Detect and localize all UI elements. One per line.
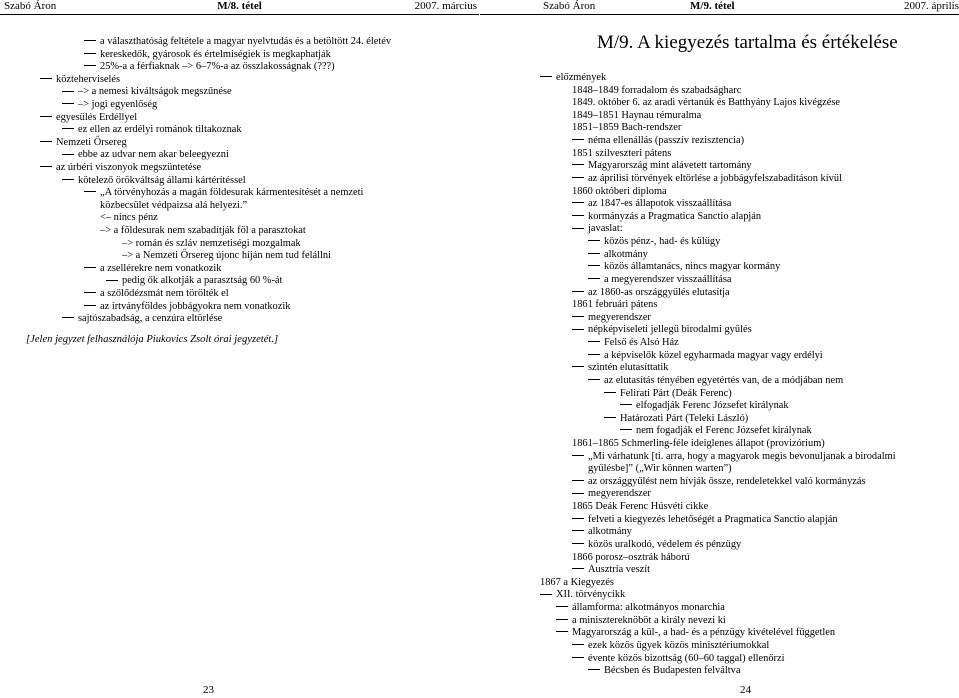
outline-line (572, 539, 741, 551)
dash-marker (572, 228, 584, 229)
outline-text: sajtószabadság, a cenzúra eltörlése (78, 313, 223, 325)
outline-text: gyűlésbe]” („Wir können warten”) (588, 463, 732, 475)
outline-text: évente közös bizottság (60–60 taggal) ellenőrzi (588, 652, 785, 664)
dash-marker (572, 316, 584, 317)
outline-text: alkotmány (604, 248, 648, 260)
outline-text: –> jogi egyenlőség (78, 99, 158, 110)
outline-text: a választhatóság feltétele a magyar nyelvtudás és a betöltött 24. életév (100, 36, 392, 47)
outline-text: 1849. október 6. az aradi vértanúk és Batthyány Lajos kivégzése (572, 97, 841, 109)
outline-line (572, 514, 838, 526)
outline-line (572, 564, 650, 576)
dash-marker (84, 65, 96, 66)
outline-line (62, 86, 232, 98)
dash-marker (540, 594, 552, 595)
dash-marker (106, 280, 118, 281)
outline-text: 1861–1865 Schmerling-féle ideiglenes állapot (provizórium) (572, 437, 825, 449)
outline-text: ez ellen az erdélyi románok tiltakoznak (78, 124, 242, 136)
outline-line (122, 250, 331, 262)
dash-marker (84, 267, 96, 268)
outline-line (100, 212, 158, 224)
outline-line (40, 112, 137, 124)
outline-line (572, 476, 866, 488)
dash-marker (62, 103, 74, 104)
outline-line (572, 186, 667, 198)
outline-text: alkotmány (588, 526, 632, 538)
outline-text: 1865 Deák Ferenc Húsvéti cikke (572, 501, 709, 513)
outline-text: az elutasítás tényében egyetértés van, de a módjában nem (604, 374, 844, 386)
outline-line (620, 400, 789, 412)
outline-line (572, 97, 840, 109)
outline-text: Bécsben és Budapesten felváltva (604, 665, 741, 677)
outline-text: Magyarország mint alávetett tartomány (588, 160, 752, 172)
dash-marker (40, 141, 52, 142)
outline-text: –> a Nemzeti Őrsereg újonc híján nem tud felállni (122, 250, 331, 262)
dash-marker (62, 179, 74, 180)
outline-line (572, 640, 769, 652)
dash-marker (40, 166, 52, 167)
dash-marker (588, 265, 600, 266)
dash-marker (40, 78, 52, 79)
outline-text: –> román és szláv nemzetiségi mozgalmak (122, 237, 301, 249)
outline-text: Határozati Párt (Teleki László) (620, 412, 749, 424)
outline-line (588, 236, 720, 248)
outline-line (620, 425, 812, 437)
dash-marker (540, 76, 552, 77)
dash-marker (84, 292, 96, 293)
outline-text: a szőlődézsmát nem törölték el (100, 288, 229, 299)
dash-marker (572, 177, 584, 178)
outline-line (100, 225, 306, 237)
dash-marker (572, 657, 584, 658)
outline-text: 1849–1851 Haynau rémuralma (572, 109, 702, 121)
outline-text: Felső és Alsó Ház (604, 337, 679, 349)
page-header (480, 0, 959, 15)
outline-line (572, 198, 731, 210)
outline-text: 1851–1859 Bach-rendszer (572, 122, 682, 134)
outline-line (588, 274, 732, 286)
dash-marker (572, 568, 584, 569)
outline-line (62, 149, 229, 161)
outline-line (40, 162, 201, 174)
dash-marker (62, 128, 74, 129)
outline-line (588, 261, 780, 273)
outline-line (588, 375, 843, 387)
outline-line (572, 85, 741, 97)
outline-text: 1867 a Kiegyezés (540, 576, 614, 588)
page-title: M/9. A kiegyezés tartalma és értékelése (597, 32, 898, 53)
outline-line (556, 627, 835, 639)
outline-line (588, 665, 740, 677)
dash-marker (572, 291, 584, 292)
dash-marker (84, 53, 96, 54)
outline-text: Felirati Párt (Deák Ferenc) (620, 387, 732, 399)
outline-text: kormányzás a Pragmatica Sanctio alapján (588, 210, 762, 222)
outline-text: államforma: alkotmányos monarchia (572, 602, 725, 614)
outline-line (122, 238, 301, 250)
outline-text: az áprilisi törvények eltörlése a jobbágyfelszabadításon kívül (588, 172, 842, 184)
outline-text: az úrbéri viszonyok megszüntetése (56, 162, 202, 173)
outline-text: nem fogadják el Ferenc Józsefet királynak (636, 425, 812, 437)
outline-text: néma ellenállás (passzív rezisztencia) (588, 135, 745, 147)
outline-line (62, 99, 157, 111)
header-author: Szabó Áron (543, 0, 596, 12)
header-date: 2007. március (414, 0, 477, 12)
outline-line (588, 350, 823, 362)
dash-marker (572, 366, 584, 367)
dash-marker (588, 240, 600, 241)
outline-text: 1851 szilveszteri pátens (572, 147, 672, 159)
outline-text: –> a nemesi kiváltságok megszűnése (78, 86, 232, 98)
header-date: 2007. április (904, 0, 959, 12)
outline-text: az 1847-es állapotok visszaállítása (588, 198, 732, 210)
dash-marker (84, 40, 96, 41)
outline-line (84, 187, 363, 199)
outline-line (572, 148, 671, 160)
outline-line (572, 501, 708, 513)
outline-text: az 1860-as országgyűlés elutasítja (588, 286, 730, 298)
outline-line (588, 463, 732, 475)
outline-text: ezek közös ügyek közös minisztériumokkal (588, 639, 770, 651)
dash-marker (572, 480, 584, 481)
outline-line (106, 275, 282, 287)
outline-text: elfogadják Ferenc Józsefet királynak (636, 400, 789, 412)
outline-text: „Mi várhatunk [ti. arra, hogy a magyarok megis bevonuljanak a birodalmi (588, 450, 896, 462)
outline-text: pedig ők alkotják a parasztság 60 %-át (122, 275, 283, 287)
dash-marker (588, 379, 600, 380)
outline-text: 1860 októberi diploma (572, 185, 667, 197)
header-author: Szabó Áron (4, 0, 57, 12)
dash-marker (62, 154, 74, 155)
outline-line (84, 49, 331, 61)
outline-line (84, 288, 229, 300)
outline-line (572, 488, 651, 500)
outline-line (556, 615, 726, 627)
outline-text: közteherviselés (56, 73, 121, 85)
outline-text: felveti a kiegyezés lehetőségét a Pragmatica Sanctio alapján (588, 513, 838, 525)
outline-text: az irtványföldes jobbágyokra nem vonatkozik (100, 300, 291, 312)
outline-text: ebbe az udvar nem akar beleegyezni (78, 149, 229, 161)
dash-marker (572, 644, 584, 645)
dash-marker (572, 518, 584, 519)
outline-text: a képviselők közel egyharmada magyar vagy erdélyi (604, 349, 823, 361)
outline-line (62, 175, 246, 187)
outline-line (40, 137, 127, 149)
dash-marker (588, 669, 600, 670)
outline-line (572, 526, 632, 538)
outline-line (588, 249, 648, 261)
dash-marker (62, 91, 74, 92)
dash-marker (572, 543, 584, 544)
outline-line (62, 124, 242, 136)
dash-marker (572, 530, 584, 531)
outline-text: egyesülés Erdéllyel (56, 111, 138, 123)
page-number: 24 (740, 684, 751, 696)
outline-text: Ausztria veszít (588, 564, 651, 576)
dash-marker (572, 493, 584, 494)
outline-text: megyerendszer (588, 311, 651, 323)
outline-text: 1866 porosz–osztrák háború (572, 551, 690, 563)
outline-line (572, 122, 681, 134)
note-text: [Jelen jegyzet felhasználója Piukovics Zsolt órai jegyzetét.] (26, 334, 279, 345)
outline-text: XII. törvénycikk (556, 589, 626, 601)
outline-line (572, 223, 623, 235)
dash-marker (62, 317, 74, 318)
dash-marker (620, 404, 632, 405)
outline-text: a minisztereknöböt a király nevezi ki (572, 614, 726, 626)
left-page (0, 0, 479, 698)
dash-marker (604, 392, 616, 393)
dash-marker (84, 191, 96, 192)
dash-marker (556, 606, 568, 607)
outline-line (572, 110, 701, 122)
outline-text: kötelező örökváltság állami kártérítéssel (78, 174, 246, 186)
dash-marker (572, 139, 584, 140)
outline-line (572, 324, 752, 336)
outline-text: Nemzeti Őrsereg (56, 136, 127, 148)
outline-line (572, 653, 785, 665)
outline-text: szintén elutasíttatik (588, 362, 669, 374)
outline-text: <– nincs pénz (100, 212, 158, 224)
outline-line (604, 388, 732, 400)
outline-line (604, 413, 748, 425)
outline-text: kereskedők, gyárosok és értelmiségiek is megkaphatják (100, 48, 331, 60)
outline-line (572, 362, 669, 374)
outline-line (572, 312, 651, 324)
dash-marker (588, 278, 600, 279)
outline-line (556, 602, 725, 614)
outline-line (100, 200, 247, 212)
outline-text: –> a földesurak nem szabadítják föl a parasztokat (100, 225, 306, 236)
outline-line (84, 263, 221, 275)
outline-text: közös államtanács, nincs magyar kormány (604, 261, 781, 273)
outline-line (588, 337, 679, 349)
dash-marker (572, 164, 584, 165)
outline-text: 1848–1849 forradalom és szabadságharc (572, 84, 742, 96)
dash-marker (588, 354, 600, 355)
outline-text: közös uralkodó, védelem és pénzügy (588, 538, 742, 550)
outline-text: a megyerendszer visszaállítása (604, 273, 732, 285)
outline-line (572, 552, 690, 564)
outline-line (540, 589, 625, 601)
outline-text: közös pénz-, had- és külügy (604, 236, 721, 248)
outline-line (572, 451, 896, 463)
page-number: 23 (203, 684, 214, 696)
outline-text: a zsellérekre nem vonatkozik (100, 262, 222, 274)
outline-text: 25%-a a férfiaknak –> 6–7%-a az összlakosságnak (???) (100, 61, 335, 73)
right-page (480, 0, 959, 698)
outline-line (40, 74, 120, 86)
dash-marker (588, 341, 600, 342)
header-code: M/9. tétel (690, 0, 735, 12)
outline-text: közbecsület védpaizsa alá helyezi.” (100, 199, 248, 211)
dash-marker (84, 305, 96, 306)
dash-marker (604, 417, 616, 418)
header-code: M/8. tétel (217, 0, 262, 12)
outline-text: az országgyűlést nem hívják össze, rendeletekkel való kormányzás (588, 475, 866, 487)
outline-line (572, 160, 752, 172)
outline-line (572, 173, 842, 185)
dash-marker (572, 455, 584, 456)
dash-marker (556, 619, 568, 620)
dash-marker (40, 116, 52, 117)
outline-text: Magyarország a kül-, a had- és a pénzügy kivételével független (572, 627, 836, 639)
outline-text: népképviseleti jellegű birodalmi gyűlés (588, 324, 752, 336)
outline-text: előzmények (556, 72, 607, 83)
outline-line (84, 36, 391, 48)
outline-text: javaslat: (588, 223, 623, 235)
outline-text: 1861 februári pátens (572, 299, 658, 311)
outline-line (540, 72, 606, 84)
outline-text: „A törvényhozás a magán földesurak kármentesítését a nemzeti (100, 187, 364, 199)
dash-marker (572, 215, 584, 216)
page-header (0, 0, 479, 15)
outline-line (572, 299, 657, 311)
outline-line (572, 135, 744, 147)
dash-marker (572, 202, 584, 203)
outline-text: megyerendszer (588, 488, 651, 500)
outline-line (572, 438, 825, 450)
dash-marker (572, 329, 584, 330)
outline-line (572, 287, 730, 299)
outline-line (84, 61, 335, 73)
outline-line (62, 313, 222, 325)
outline-line (540, 577, 614, 589)
outline-line (84, 301, 290, 313)
dash-marker (556, 631, 568, 632)
dash-marker (620, 429, 632, 430)
dash-marker (588, 253, 600, 254)
outline-line (572, 211, 761, 223)
